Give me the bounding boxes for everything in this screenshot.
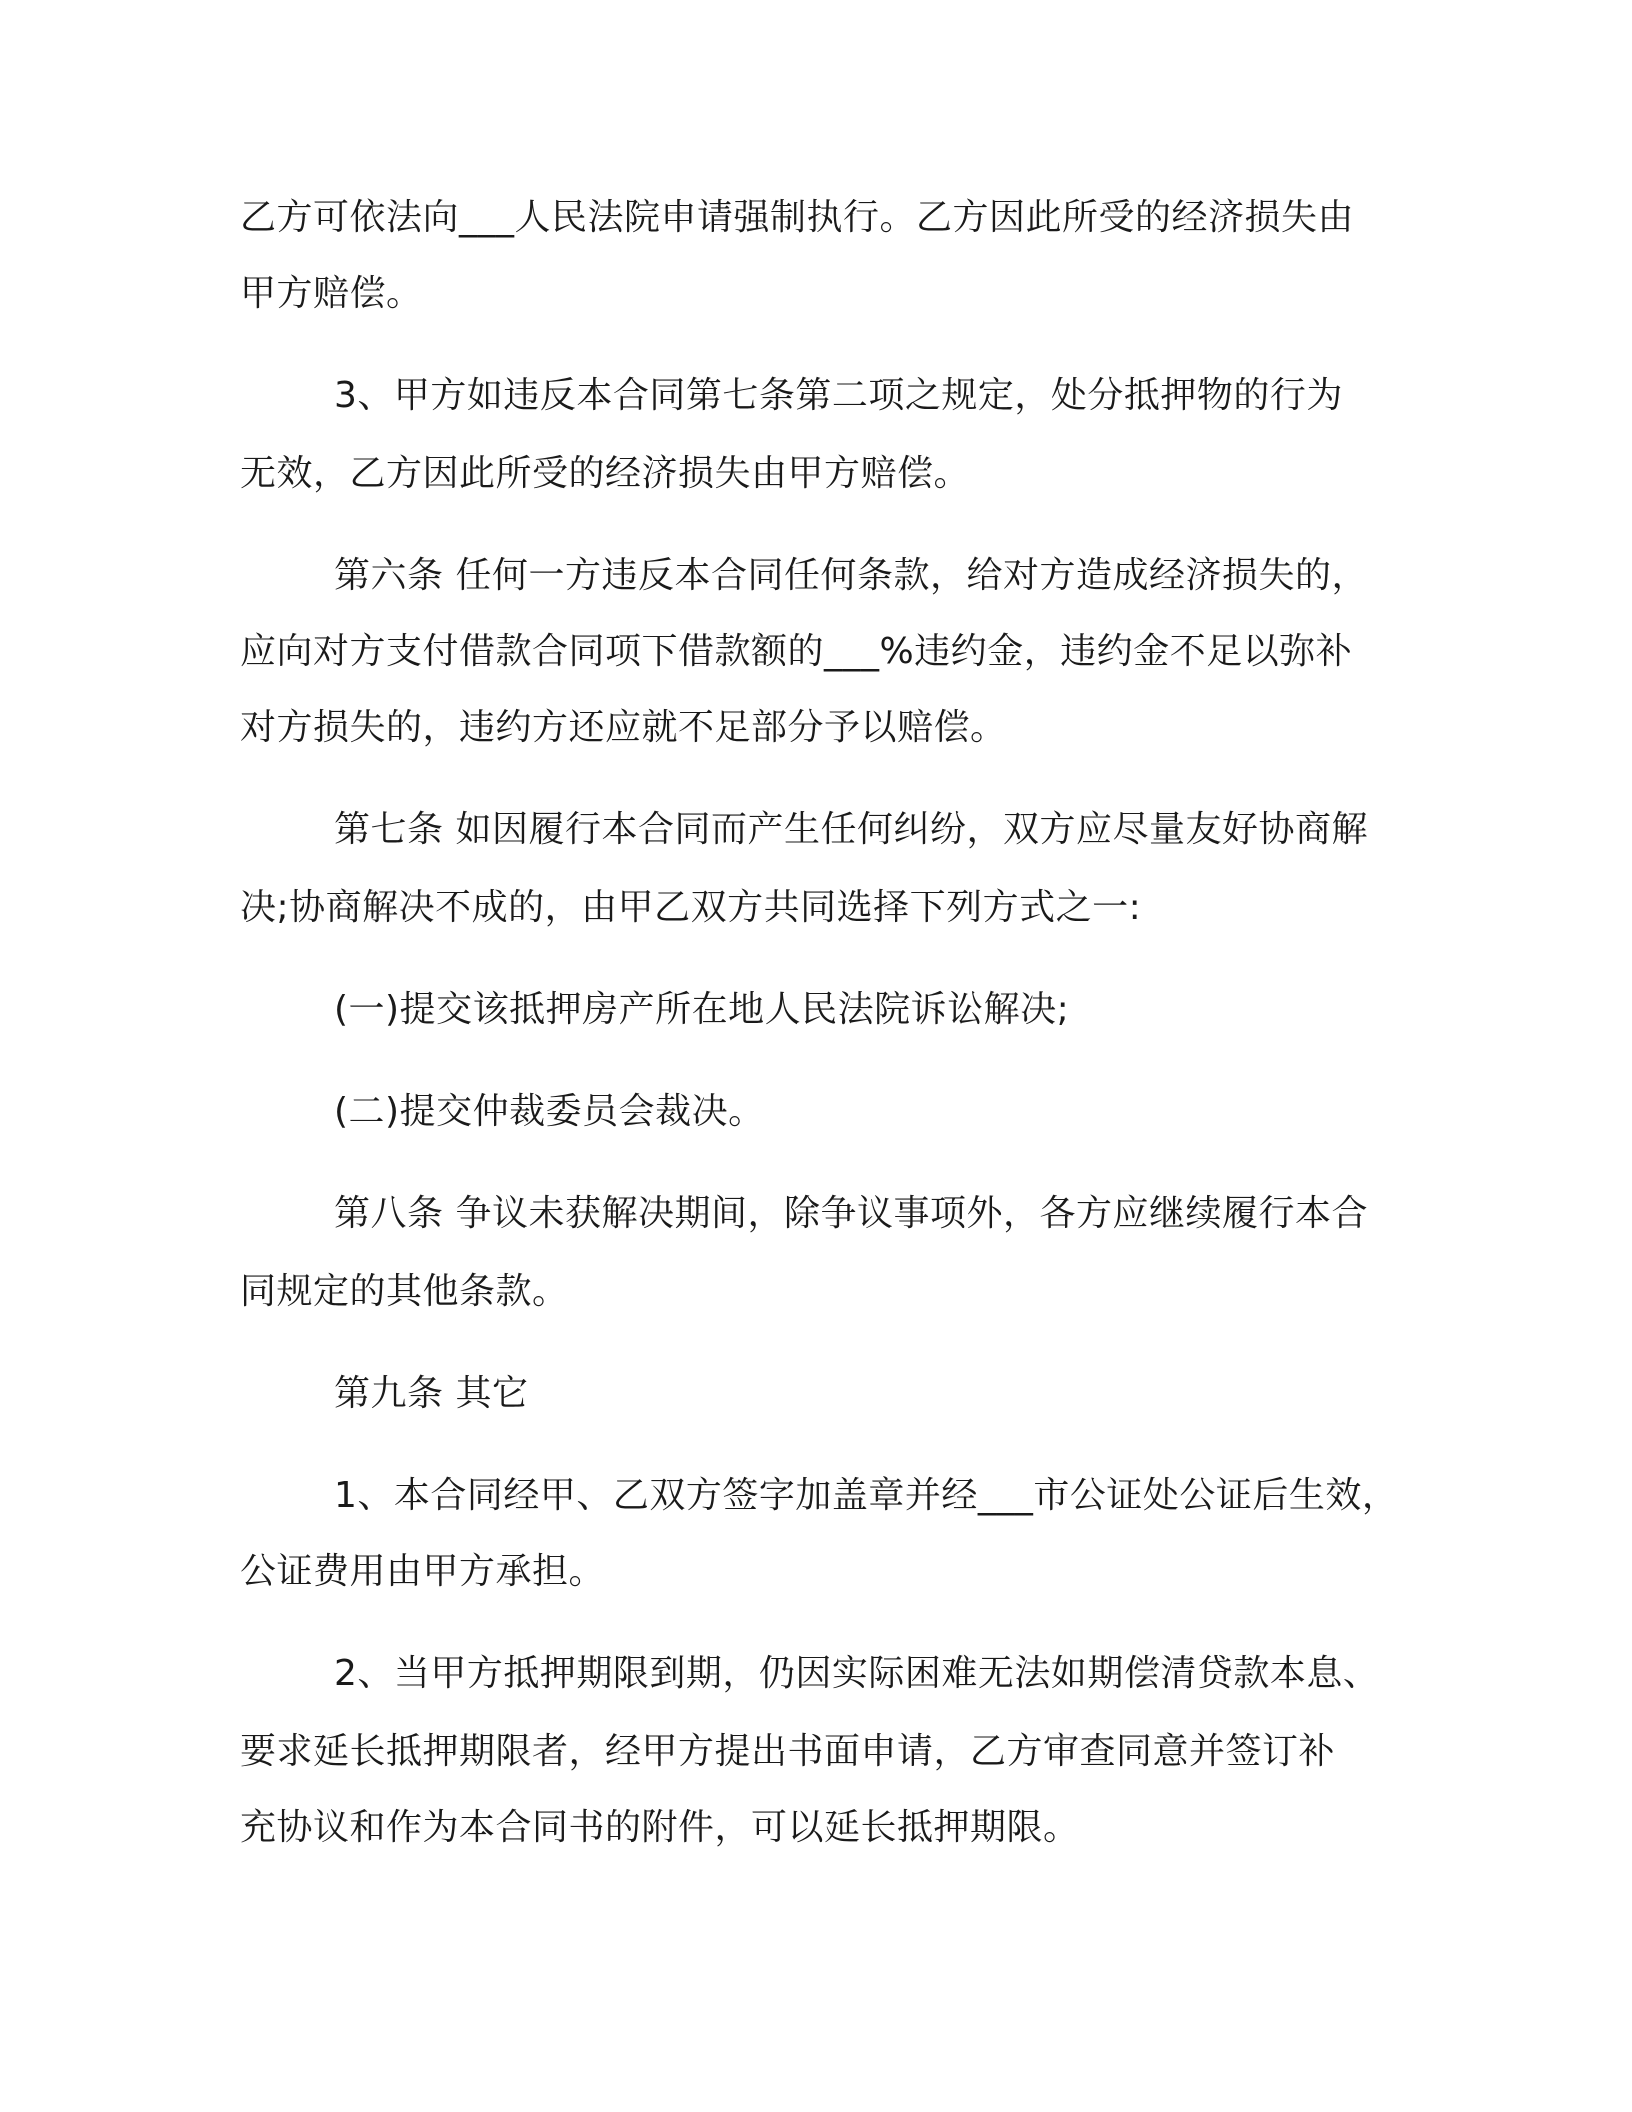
text-line: 应向对方支付借款合同项下借款额的___%违约金，违约金不足以弥补 <box>240 631 1353 672</box>
text-line: 第六条 任何一方违反本合同任何条款，给对方造成经济损失的， <box>334 555 1368 596</box>
text-line: 充协议和作为本合同书的附件，可以延长抵押期限。 <box>240 1807 1080 1848</box>
text-line: 第九条 其它 <box>334 1373 529 1414</box>
text-line: 决;协商解决不成的，由甲乙双方共同选择下列方式之一: <box>240 887 1142 928</box>
text-line: 要求延长抵押期限者，经甲方提出书面申请，乙方审查同意并签订补 <box>240 1731 1336 1772</box>
text-line: 第八条 争议未获解决期间，除争议事项外，各方应继续履行本合 <box>334 1193 1368 1234</box>
text-line: (二)提交仲裁委员会裁决。 <box>334 1091 765 1132</box>
text-line: 无效，乙方因此所受的经济损失由甲方赔偿。 <box>240 453 971 494</box>
text-line: 3、甲方如违反本合同第七条第二项之规定，处分抵押物的行为 <box>334 375 1343 416</box>
text-line: 甲方赔偿。 <box>240 273 423 314</box>
text-line: 公证费用由甲方承担。 <box>240 1551 606 1592</box>
text-line: 乙方可依法向___人民法院申请强制执行。乙方因此所受的经济损失由 <box>240 197 1355 238</box>
text-line: 同规定的其他条款。 <box>240 1271 569 1312</box>
text-line: 第七条 如因履行本合同而产生任何纠纷，双方应尽量友好协商解 <box>334 809 1368 850</box>
text-line: (一)提交该抵押房产所在地人民法院诉讼解决; <box>334 989 1070 1030</box>
text-line: 对方损失的，违约方还应就不足部分予以赔偿。 <box>240 707 1007 748</box>
text-line: 1、本合同经甲、乙双方签字加盖章并经___市公证处公证后生效， <box>334 1475 1399 1516</box>
text-line: 2、当甲方抵押期限到期，仍因实际困难无法如期偿清贷款本息、 <box>334 1653 1380 1694</box>
